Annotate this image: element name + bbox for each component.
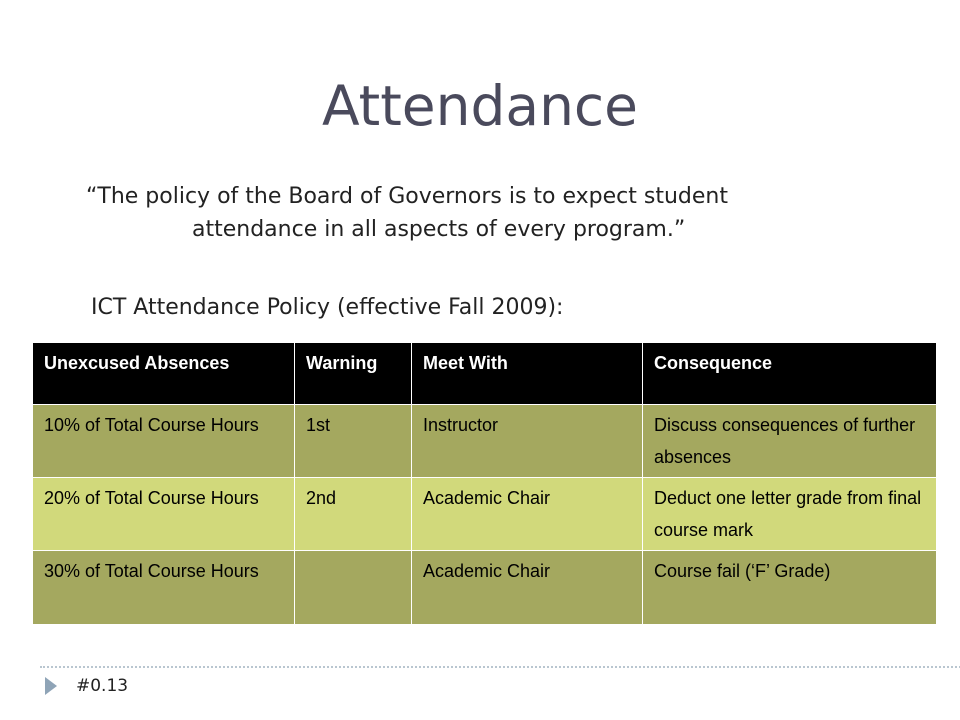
footer-divider — [40, 666, 960, 668]
cell-absences: 30% of Total Course Hours — [33, 551, 295, 625]
triangle-bullet-icon — [45, 677, 57, 695]
header-consequence: Consequence — [643, 343, 937, 405]
policy-heading: ICT Attendance Policy (effective Fall 2009): — [91, 295, 564, 320]
policy-quote — [86, 180, 886, 246]
header-meet-with: Meet With — [412, 343, 643, 405]
table-row — [33, 478, 937, 551]
cell-absences: 10% of Total Course Hours — [33, 405, 295, 478]
cell-meet-with: Academic Chair — [412, 551, 643, 625]
attendance-policy-table — [32, 342, 937, 625]
header-warning: Warning — [295, 343, 412, 405]
cell-consequence: Course fail (‘F’ Grade) — [643, 551, 937, 625]
table-row — [33, 405, 937, 478]
cell-absences: 20% of Total Course Hours — [33, 478, 295, 551]
cell-consequence: Deduct one letter grade from final course mark — [643, 478, 937, 551]
cell-meet-with: Instructor — [412, 405, 643, 478]
quote-line-2: attendance in all aspects of every program.” — [192, 217, 686, 242]
cell-consequence: Discuss consequences of further absences — [643, 405, 937, 478]
quote-line-1: “The policy of the Board of Governors is to expect student — [86, 184, 728, 209]
cell-warning: 2nd — [295, 478, 412, 551]
cell-warning — [295, 551, 412, 625]
table-row — [33, 551, 937, 625]
header-unexcused-absences: Unexcused Absences — [33, 343, 295, 405]
slide-number: #0.13 — [76, 676, 129, 696]
cell-meet-with: Academic Chair — [412, 478, 643, 551]
slide-title: Attendance — [321, 74, 639, 138]
cell-warning: 1st — [295, 405, 412, 478]
table-header-row — [33, 343, 937, 405]
